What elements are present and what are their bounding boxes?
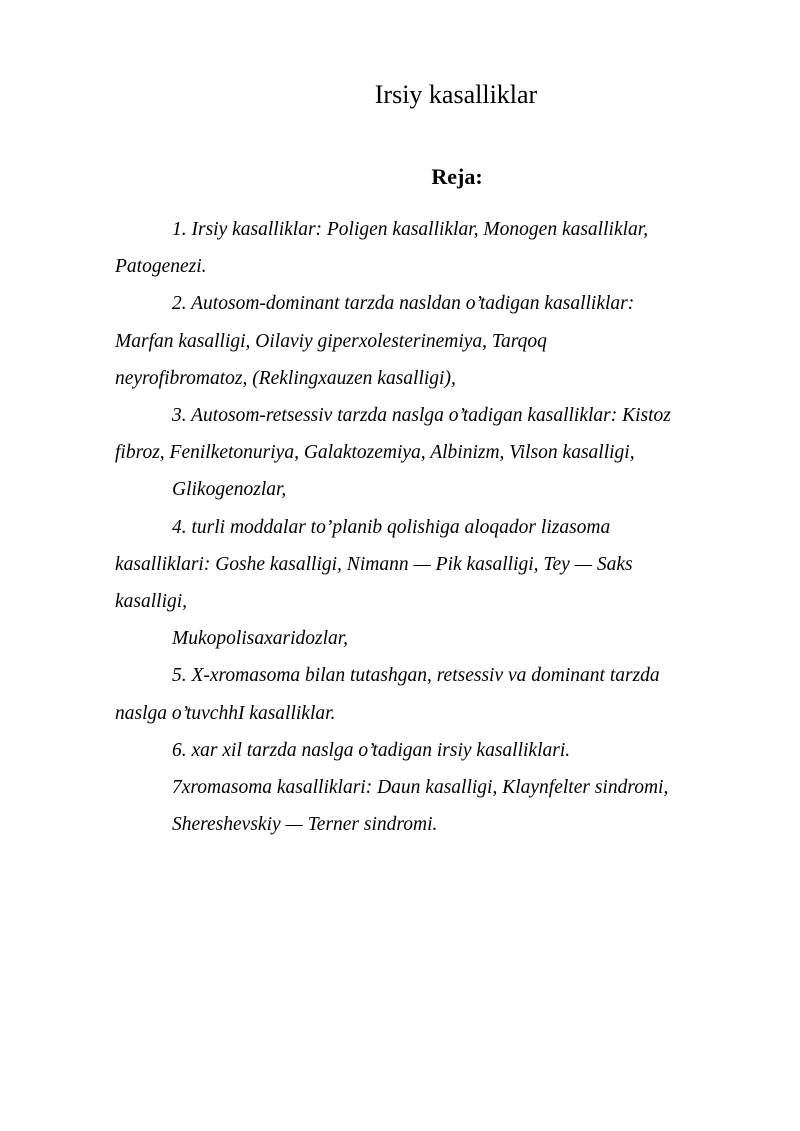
plan-item-5-line-1: 5. X-xromasoma bilan tutashgan, retsessiv va dominant tarzda bbox=[172, 665, 660, 687]
plan-item-2-line-1: 2. Autosom-dominant tarzda nasldan o’tadigan kasalliklar: bbox=[172, 293, 635, 315]
plan-item-7-line-2: Shereshevskiy — Terner sindromi. bbox=[172, 814, 438, 836]
plan-item-1-line-2: Patogenezi. bbox=[115, 256, 207, 278]
plan-item-4-line-1: 4. turli moddalar to’planib qolishiga aloqador lizasoma bbox=[172, 516, 611, 538]
plan-item-4-line-3: kasalligi, bbox=[115, 591, 188, 613]
plan-item-3-line-3: Glikogenozlar, bbox=[172, 479, 287, 501]
plan-item-6-line-1: 6. xar xil tarzda naslga o’tadigan irsiy kasalliklari. bbox=[172, 739, 571, 761]
plan-item-4-line-2: kasalliklari: Goshe kasalligi, Nimann — Pik kasalligi, Tey — Saks bbox=[115, 553, 633, 575]
plan-item-1-line-1: 1. Irsiy kasalliklar: Poligen kasalliklar, Monogen kasalliklar, bbox=[172, 219, 649, 240]
plan-list bbox=[115, 211, 740, 843]
plan-item-2-line-3: neyrofibromatoz, (Reklingxauzen kasalligi), bbox=[115, 367, 456, 389]
plan-item-2-line-2: Marfan kasalligi, Oilaviy giperxolesterinemiya, Tarqoq bbox=[115, 330, 547, 352]
plan-item-7-line-1: 7xromasoma kasalliklari: Daun kasalligi, Klaynfelter sindromi, bbox=[172, 777, 669, 799]
plan-item-4-line-4: Mukopolisaxaridozlar, bbox=[172, 628, 349, 650]
plan-item-3-line-2: fibroz, Fenilketonuriya, Galaktozemiya, Albinizm, Vilson kasalligi, bbox=[115, 442, 635, 464]
plan-heading: Reja: bbox=[431, 164, 483, 189]
plan-item-5-line-2: naslga o’tuvchhI kasalliklar. bbox=[115, 702, 336, 724]
document-title: Irsiy kasalliklar bbox=[374, 80, 538, 109]
plan-item-3-line-1: 3. Autosom-retsessiv tarzda naslga o’tadigan kasalliklar: Kistoz bbox=[172, 405, 671, 427]
